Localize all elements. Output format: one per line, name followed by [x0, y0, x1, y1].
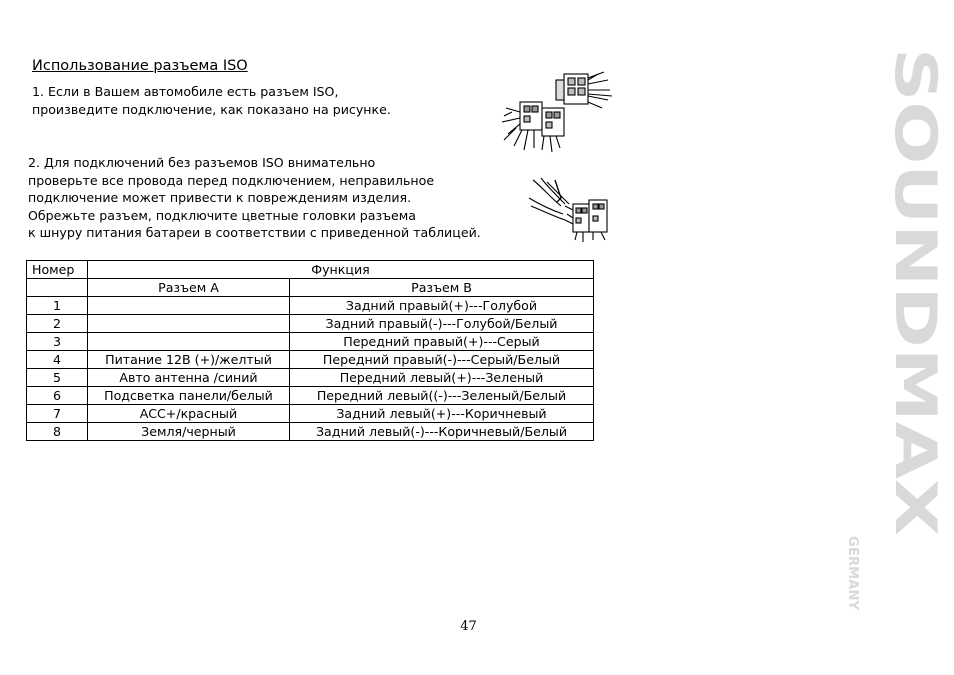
text-line: 1. Если в Вашем автомобиле есть разъем ISO,	[32, 84, 339, 99]
page-number: 47	[460, 619, 477, 634]
iso-connector-illustration	[498, 68, 618, 152]
text-line: к шнуру питания батареи в соответствии с приведенной таблицей.	[28, 225, 481, 240]
text-line: проверьте все провода перед подключением, неправильное	[28, 172, 435, 188]
text-line: произведите подключение, как показано на рисунке.	[32, 101, 391, 117]
connector-a-cell: ACC+/красный	[88, 405, 290, 423]
connector-a-cell: Авто антенна /синий	[88, 369, 290, 387]
table-row	[27, 387, 594, 405]
table-row	[27, 297, 594, 315]
text-line: 2. Для подключений без разъемов ISO внимательно	[28, 155, 376, 170]
table-row	[27, 315, 594, 333]
pin-number: 8	[27, 423, 88, 441]
connector-b-cell: Задний правый(+)---Голубой	[290, 297, 594, 315]
table-row	[27, 351, 594, 369]
header-connector-b: Разъем B	[290, 279, 594, 297]
connector-a-cell: Питание 12В (+)/желтый	[88, 351, 290, 369]
connector-b-cell: Передний правый(-)---Серый/Белый	[290, 351, 594, 369]
table-subheader-row	[27, 279, 594, 297]
table-row	[27, 333, 594, 351]
brand-subtitle: GERMANY	[845, 536, 860, 609]
section-title: Использование разъема ISO	[32, 58, 248, 74]
brand-name: SOUNDMAX	[882, 48, 948, 424]
connector-a-cell	[88, 297, 290, 315]
connector-b-cell: Задний правый(-)---Голубой/Белый	[290, 315, 594, 333]
table-row	[27, 369, 594, 387]
text-line: Обрежьте разъем, подключите цветные головки разъема	[28, 207, 417, 223]
connector-b-cell: Передний левый((-)---Зеленый/Белый	[290, 387, 594, 405]
table-row	[27, 405, 594, 423]
connector-a-cell: Подсветка панели/белый	[88, 387, 290, 405]
paragraph-iso-connection	[32, 83, 391, 118]
connector-b-cell: Передний левый(+)---Зеленый	[290, 369, 594, 387]
header-connector-a: Разъем A	[88, 279, 290, 297]
header-function: Функция	[88, 261, 594, 279]
empty-cell	[27, 279, 88, 297]
pin-number: 4	[27, 351, 88, 369]
pin-number: 7	[27, 405, 88, 423]
connector-a-cell	[88, 333, 290, 351]
table-row	[27, 423, 594, 441]
header-number: Номер	[27, 261, 88, 279]
soundmax-logo	[840, 48, 948, 618]
connector-b-cell: Задний левый(+)---Коричневый	[290, 405, 594, 423]
iso-pinout-table	[26, 260, 594, 441]
wire-connection-illustration	[527, 176, 617, 244]
connector-a-cell: Земля/черный	[88, 423, 290, 441]
connector-a-cell	[88, 315, 290, 333]
pin-number: 6	[27, 387, 88, 405]
text-line: подключение может привести к повреждениям изделия.	[28, 190, 412, 205]
pin-number: 2	[27, 315, 88, 333]
connector-b-cell: Задний левый(-)---Коричневый/Белый	[290, 423, 594, 441]
pin-number: 1	[27, 297, 88, 315]
table-header-row	[27, 261, 594, 279]
pin-number: 5	[27, 369, 88, 387]
paragraph-no-iso-connection	[28, 154, 481, 242]
pin-number: 3	[27, 333, 88, 351]
connector-b-cell: Передний правый(+)---Серый	[290, 333, 594, 351]
